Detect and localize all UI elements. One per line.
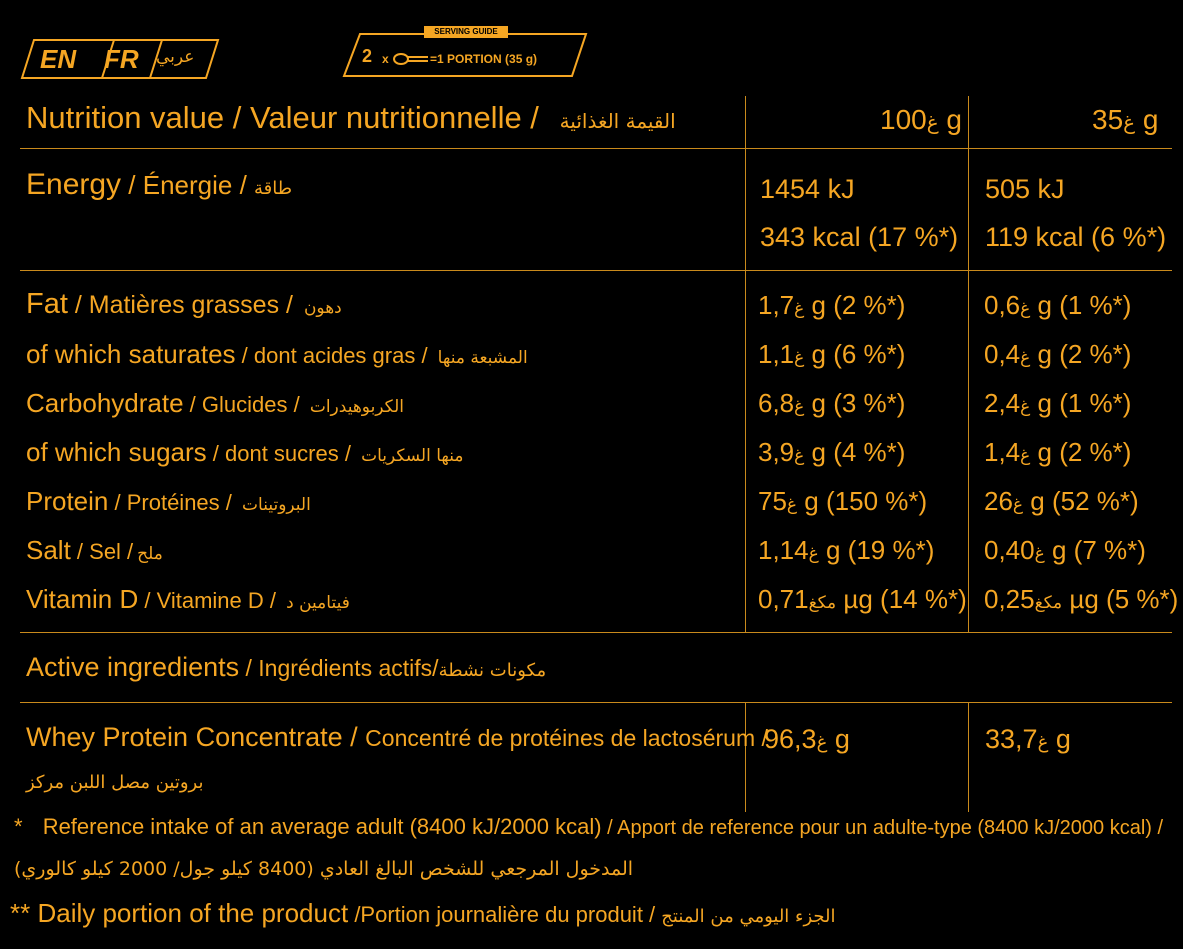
nutrient-value-35g <box>984 486 1139 517</box>
nutrient-label-fr: / Vitamine D / <box>138 588 283 613</box>
whey-label-ar: بروتين مصل اللبن مركز <box>26 772 204 793</box>
nutrient-unit-100g: مكغ <box>808 593 837 613</box>
col-divider-2a <box>968 96 969 632</box>
nutrient-amount-100g: 1,1 g (6 %*) <box>758 339 906 369</box>
nutrient-label-en: Fat <box>26 288 68 320</box>
col2-heading <box>1092 104 1158 136</box>
nutrient-label <box>26 584 350 615</box>
nutrient-value-100g <box>758 535 934 566</box>
nutrient-amount-35g: 1,4 g (2 %*) <box>984 437 1132 467</box>
nutrient-label-fr: / Protéines / <box>108 490 239 515</box>
nutrient-label <box>26 339 528 370</box>
reference-intake-ar: المدخول المرجعي للشخص البالغ العادي (8400 كيلو جول/ 2000 كيلو كالوري) <box>14 858 634 880</box>
reference-intake-footnote <box>14 814 1163 840</box>
rule-nutrients <box>20 632 1172 633</box>
rule-top <box>20 148 1172 149</box>
whey-value-100g <box>764 724 850 755</box>
nutrient-label-fr: / Glucides / <box>183 392 306 417</box>
nutrient-label-fr: / dont sucres / <box>206 441 358 466</box>
nutrient-unit-35g: غ <box>1020 446 1031 466</box>
nutrient-value-35g <box>984 388 1131 419</box>
ref-star: * <box>14 814 23 839</box>
serving-text: =1 PORTION (35 g) <box>430 52 538 66</box>
nutrient-value-100g <box>758 584 967 615</box>
nutrient-value-35g <box>984 535 1146 566</box>
nutrient-label-ar: البروتينات <box>242 495 311 515</box>
col1-heading-value: 100 g <box>880 104 963 135</box>
nutrient-unit-35g: غ <box>1020 397 1031 417</box>
nutrient-label-ar: دهون <box>303 298 342 318</box>
nutrient-unit-100g: غ <box>794 348 805 368</box>
rule-energy <box>20 270 1172 271</box>
nutrient-value-100g <box>758 388 905 419</box>
serving-x: x <box>382 52 389 66</box>
nutrient-value-100g <box>758 339 905 370</box>
nutrient-value-35g <box>984 290 1131 321</box>
whey-label-en: Whey Protein Concentrate / <box>26 722 366 752</box>
nutrient-label <box>26 288 342 321</box>
active-label-fr: / Ingrédients actifs/ <box>239 655 439 681</box>
nutrient-value-100g <box>758 290 905 321</box>
active-label-en: Active ingredients <box>26 652 240 682</box>
heading-ar: القيمة الغذائية <box>559 109 676 133</box>
nutrient-label-en: of which saturates <box>26 339 236 369</box>
nutrient-amount-35g: 0,40 g (7 %*) <box>984 535 1146 565</box>
daily-en: ** Daily portion of the product <box>10 898 349 928</box>
col2-heading-value: 35 g <box>1092 104 1159 135</box>
rule-active <box>20 702 1172 703</box>
whey-amount-35g: 33,7 g <box>985 724 1071 754</box>
nutrient-value-35g <box>984 584 1178 615</box>
energy-label-ar: طاقة <box>254 178 293 199</box>
nutrient-amount-100g: 6,8 g (3 %*) <box>758 388 906 418</box>
energy-kcal-35g: 119 kcal (6 %*) <box>985 222 1167 252</box>
daily-portion-footnote <box>10 898 836 929</box>
nutrient-amount-100g: 3,9 g (4 %*) <box>758 437 906 467</box>
nutrient-amount-35g: 2,4 g (1 %*) <box>984 388 1132 418</box>
ref-en: Reference intake of an average adult (8400 kJ/2000 kcal) <box>42 814 602 839</box>
nutrient-label-en: Vitamin D <box>26 584 139 614</box>
nutrient-label-fr: / Sel / <box>70 539 134 564</box>
whey-label <box>26 722 768 753</box>
nutrient-unit-100g: غ <box>786 495 798 515</box>
nutrient-label-ar: المشبعة منها <box>437 348 528 368</box>
daily-fr: /Portion journalière du produit / <box>348 902 662 927</box>
nutrient-value-35g <box>984 437 1131 468</box>
nutrient-label-en: of which sugars <box>26 437 207 467</box>
nutrient-label-en: Protein <box>26 486 109 516</box>
whey-label-fr: Concentré de protéines de lactosérum / <box>365 725 768 751</box>
nutrition-value-heading <box>26 100 676 136</box>
nutrient-label-en: Carbohydrate <box>26 388 184 418</box>
col-divider-1b <box>745 702 746 812</box>
energy-label <box>26 168 292 202</box>
nutrient-label-ar: منها السكريات <box>361 446 464 466</box>
whey-unit-100g: غ <box>816 732 828 753</box>
nutrient-label-ar: فيتامين د <box>286 593 350 613</box>
nutrient-amount-100g: 0,71 µg (14 %*) <box>758 584 967 614</box>
energy-label-fr: / Énergie / <box>121 170 255 200</box>
col1-heading-unit: غ <box>926 110 939 134</box>
nutrient-label-fr: / dont acides gras / <box>235 343 434 368</box>
whey-amount-100g: 96,3 g <box>764 724 850 754</box>
nutrient-unit-100g: غ <box>794 397 805 417</box>
nutrient-label <box>26 535 163 566</box>
heading-en-fr: Nutrition value / Valeur nutritionnelle / <box>26 100 539 135</box>
nutrient-label-en: Salt <box>26 535 71 565</box>
serving-count: 2 <box>362 46 373 66</box>
nutrient-unit-35g: غ <box>1020 348 1031 368</box>
nutrient-label <box>26 388 404 419</box>
nutrient-label <box>26 437 463 468</box>
nutrient-label-ar: ملح <box>137 544 163 564</box>
ref-fr: / Apport de reference pour un adulte-type (8400 kJ/2000 kcal) / <box>601 817 1164 839</box>
nutrient-unit-35g: غ <box>1034 544 1045 564</box>
nutrient-unit-100g: غ <box>794 446 805 466</box>
nutrient-unit-100g: غ <box>808 544 819 564</box>
nutrient-label-ar: الكربوهيدرات <box>309 397 404 417</box>
nutrient-amount-35g: 0,4 g (2 %*) <box>984 339 1132 369</box>
nutrient-value-100g <box>758 437 905 468</box>
nutrient-amount-100g: 1,14 g (19 %*) <box>758 535 935 565</box>
nutrient-value-100g <box>758 486 927 517</box>
energy-label-en: Energy <box>26 168 122 201</box>
nutrient-label-fr: / Matières grasses / <box>67 291 300 319</box>
nutrient-value-35g <box>984 339 1131 370</box>
lang-en-button[interactable]: EN <box>40 44 77 74</box>
energy-kcal-100g: 343 kcal (17 %*) <box>760 222 959 252</box>
col2-heading-unit: غ <box>1123 110 1136 134</box>
daily-ar: الجزء اليومي من المنتج <box>661 906 836 927</box>
nutrient-amount-35g: 0,25 µg (5 %*) <box>984 584 1179 614</box>
energy-kj-100g: 1454 kJ <box>760 174 855 204</box>
nutrient-unit-35g: مكغ <box>1034 593 1063 613</box>
nutrient-label <box>26 486 311 517</box>
col-divider-1a <box>745 96 746 632</box>
energy-kj-35g: 505 kJ <box>985 174 1065 204</box>
nutrient-amount-35g: 26 g (52 %*) <box>984 486 1139 516</box>
active-label-ar: مكونات نشطة <box>438 660 547 681</box>
nutrient-amount-100g: 1,7 g (2 %*) <box>758 290 906 320</box>
nutrient-amount-35g: 0,6 g (1 %*) <box>984 290 1132 320</box>
col1-heading <box>880 104 962 136</box>
lang-fr-button[interactable]: FR <box>104 44 139 74</box>
nutrient-amount-100g: 75 g (150 %*) <box>758 486 928 516</box>
serving-guide-tab: SERVING GUIDE <box>424 26 508 38</box>
nutrient-unit-35g: غ <box>1012 495 1024 515</box>
nutrient-unit-100g: غ <box>794 299 805 319</box>
nutrient-unit-35g: غ <box>1020 299 1031 319</box>
lang-ar-button[interactable]: عربي <box>156 47 195 67</box>
whey-value-35g <box>985 724 1071 755</box>
scoop-icon <box>392 52 430 66</box>
active-ingredients-label <box>26 652 546 683</box>
col-divider-2b <box>968 702 969 812</box>
whey-unit-35g: غ <box>1037 732 1049 753</box>
